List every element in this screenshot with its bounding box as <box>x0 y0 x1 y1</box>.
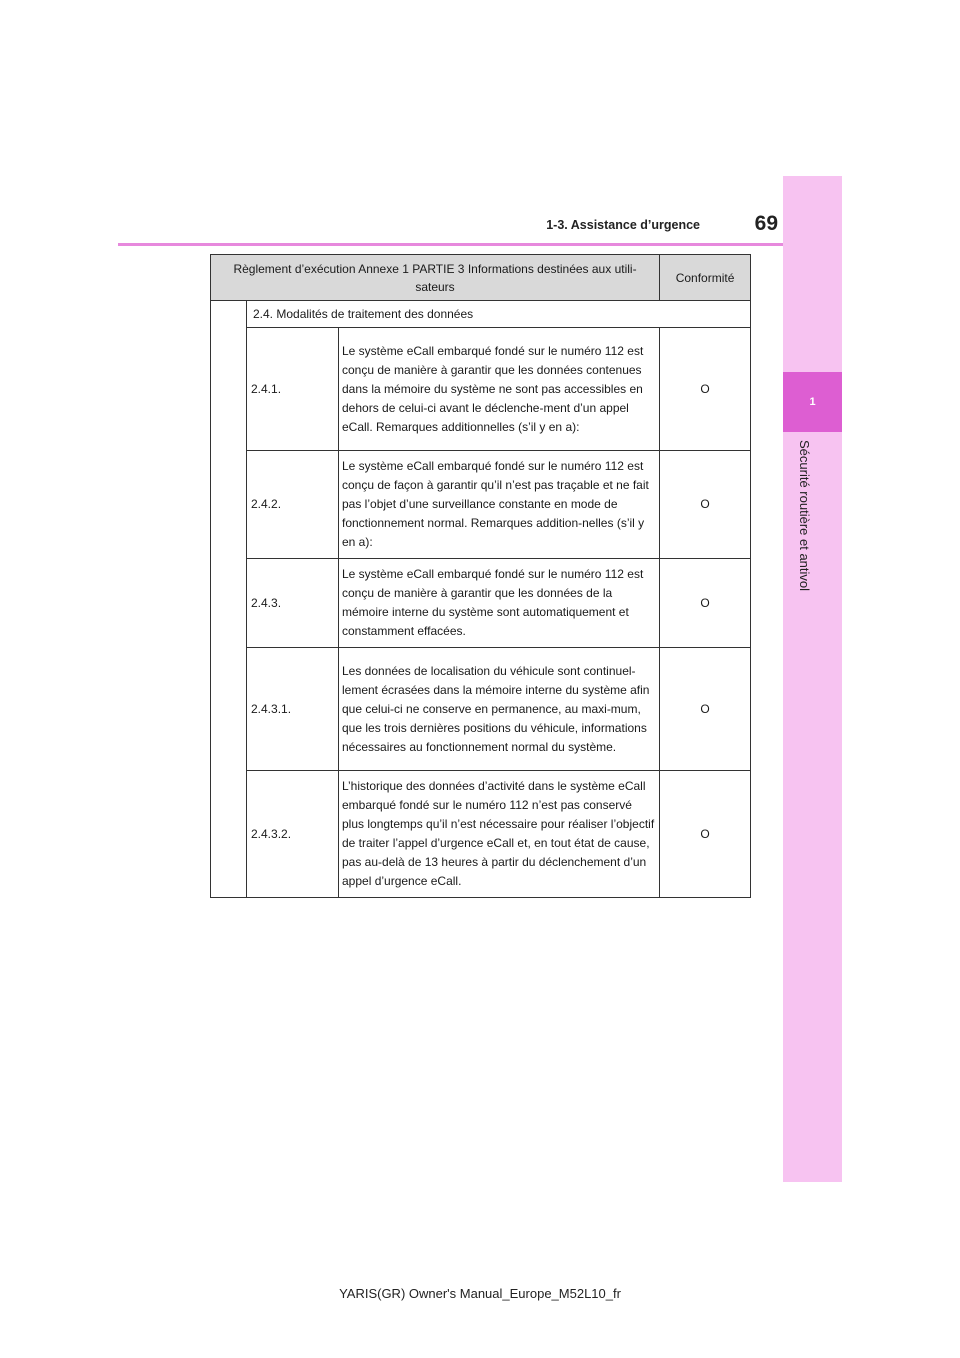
page-number: 69 <box>754 212 778 235</box>
header-regulation: Règlement d’exécution Annexe 1 PARTIE 3 Informations destinées aux utili-sateurs <box>211 255 660 301</box>
table-row <box>211 451 751 559</box>
row-text: Le système eCall embarqué fondé sur le numéro 112 est conçu de manière à garantir que les données de la mémoire interne du système sont automatiquement et constamment effacées. <box>339 559 660 648</box>
row-conformity: O <box>660 328 751 451</box>
table-row <box>211 648 751 771</box>
row-text: Les données de localisation du véhicule sont continuel-lement écrasées dans la mémoire interne du système afin que celui-ci ne conserve en permanence, au maxi-mum, que les trois dernières positions du véhicule, informations nécessaires au fonctionnement normal du système. <box>339 648 660 771</box>
section-title: 1-3. Assistance d’urgence <box>546 218 700 232</box>
chapter-side-tab <box>783 176 842 1182</box>
row-number: 2.4.3.1. <box>247 648 339 771</box>
row-conformity: O <box>660 559 751 648</box>
table-subheading-row <box>211 301 751 328</box>
regulation-table <box>210 254 751 898</box>
table-row <box>211 559 751 648</box>
chapter-title: Sécurité routière et antivol <box>797 440 812 592</box>
row-text: Le système eCall embarqué fondé sur le numéro 112 est conçu de façon à garantir qu’il n’est pas traçable et ne fait pas l’objet d’une surveillance constante en mode de fonctionnement normal. Remarques addition-nelles (s’il y en a): <box>339 451 660 559</box>
row-number: 2.4.2. <box>247 451 339 559</box>
indent-cell <box>211 301 247 898</box>
row-conformity: O <box>660 648 751 771</box>
row-conformity: O <box>660 451 751 559</box>
row-number: 2.4.3.2. <box>247 771 339 898</box>
row-text: Le système eCall embarqué fondé sur le numéro 112 est conçu de manière à garantir que les données contenues dans la mémoire du système ne sont pas accessibles en dehors de celui-ci avant le déclenche-ment d’un appel eCall. Remarques additionnelles (s’il y en a): <box>339 328 660 451</box>
row-number: 2.4.1. <box>247 328 339 451</box>
row-conformity: O <box>660 771 751 898</box>
chapter-number: 1 <box>809 396 816 408</box>
header-divider <box>118 243 783 246</box>
header-conformity: Conformité <box>660 255 751 301</box>
subheading: 2.4. Modalités de traitement des données <box>247 301 751 328</box>
row-number: 2.4.3. <box>247 559 339 648</box>
row-text: L’historique des données d’activité dans le système eCall embarqué fondé sur le numéro 112 n’est pas conservé plus longtemps qu’il n’est nécessaire pour réaliser l’objectif de traiter l’appel d’urgence eCall et, en tout état de cause, pas au-delà de 13 heures à partir du déclenchement d’un appel d’urgence eCall. <box>339 771 660 898</box>
table-header-row <box>211 255 751 301</box>
footer-manual-id: YARIS(GR) Owner's Manual_Europe_M52L10_fr <box>339 1286 621 1301</box>
table-row <box>211 328 751 451</box>
table-row <box>211 771 751 898</box>
